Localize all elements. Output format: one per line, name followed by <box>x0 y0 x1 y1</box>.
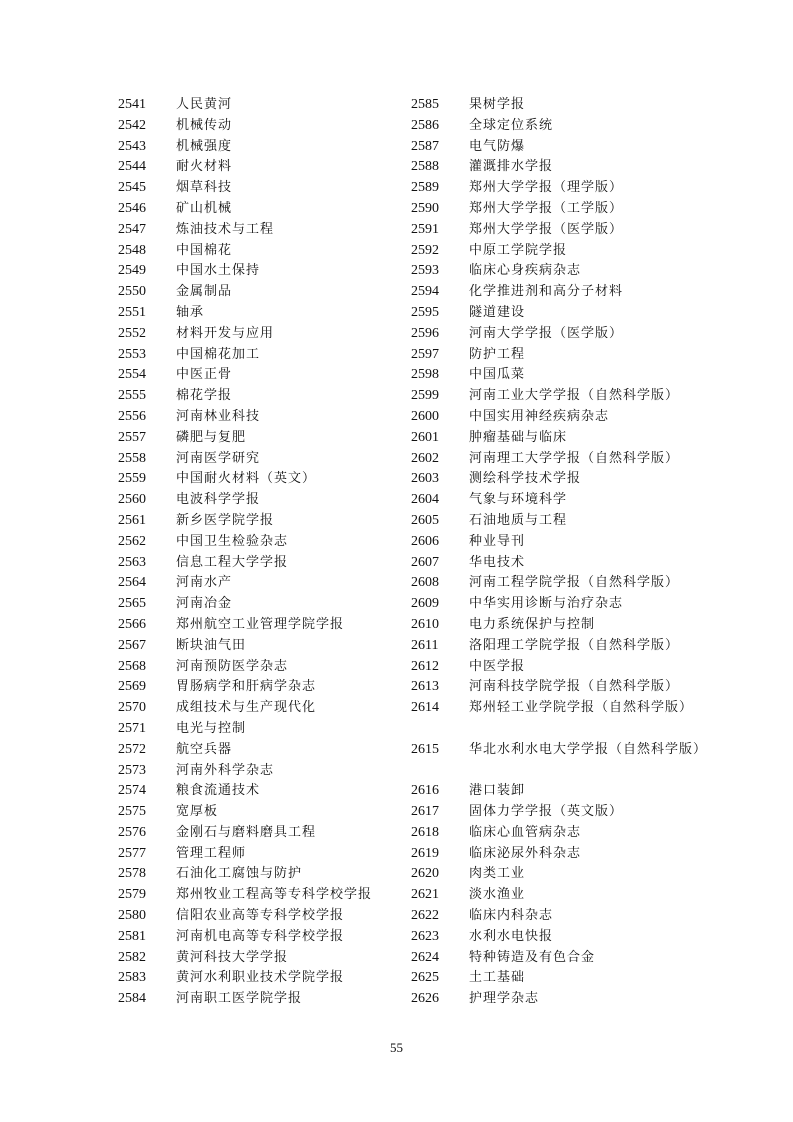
journal-number: 2612 <box>411 658 439 674</box>
journal-number: 2583 <box>118 970 146 986</box>
journal-row <box>411 781 711 802</box>
journal-number: 2594 <box>411 284 439 300</box>
journal-row <box>411 490 711 511</box>
journal-title: 郑州大学学报（理学版） <box>469 180 624 196</box>
journal-number: 2606 <box>411 533 439 549</box>
journal-title: 烟草科技 <box>176 180 233 196</box>
journal-row <box>411 615 711 636</box>
journal-title: 肉类工业 <box>469 866 526 882</box>
journal-number: 2590 <box>411 200 439 216</box>
journal-row <box>118 761 418 782</box>
journal-number: 2544 <box>118 159 146 175</box>
page-number: 55 <box>390 1040 403 1055</box>
journal-title: 郑州大学学报（医学版） <box>469 221 624 237</box>
journal-number: 2560 <box>118 492 146 508</box>
journal-number: 2578 <box>118 866 146 882</box>
journal-title: 电气防爆 <box>469 138 526 154</box>
journal-number: 2603 <box>411 471 439 487</box>
journal-number: 2624 <box>411 949 439 965</box>
journal-row <box>118 657 418 678</box>
journal-number: 2616 <box>411 783 439 799</box>
journal-title: 轴承 <box>176 304 205 320</box>
journal-title: 宽厚板 <box>176 804 219 820</box>
journal-title: 电波科学学报 <box>176 492 261 508</box>
journal-row <box>411 532 711 553</box>
journal-row <box>411 948 711 969</box>
journal-row <box>118 511 418 532</box>
journal-number: 2566 <box>118 616 146 632</box>
journal-row <box>118 157 418 178</box>
journal-row <box>118 449 418 470</box>
journal-title: 淡水渔业 <box>469 887 526 903</box>
journal-number: 2593 <box>411 263 439 279</box>
journal-row <box>411 823 711 844</box>
journal-number: 2622 <box>411 908 439 924</box>
journal-number: 2591 <box>411 221 439 237</box>
journal-title: 华北水利水电大学学报（自然科学版） <box>469 741 708 757</box>
journal-title: 全球定位系统 <box>469 117 554 133</box>
journal-title: 中国棉花 <box>176 242 233 258</box>
journal-title: 防护工程 <box>469 346 526 362</box>
journal-row <box>118 137 418 158</box>
journal-row <box>118 220 418 241</box>
journal-row <box>118 906 418 927</box>
journal-number: 2580 <box>118 908 146 924</box>
journal-number: 2573 <box>118 762 146 778</box>
journal-number: 2558 <box>118 450 146 466</box>
journal-title: 人民黄河 <box>176 97 233 112</box>
journal-title: 河南职工医学院学报 <box>176 991 303 1007</box>
journal-row <box>411 844 711 865</box>
journal-number: 2617 <box>411 804 439 820</box>
journal-number: 2548 <box>118 242 146 258</box>
journal-number: 2565 <box>118 596 146 612</box>
journal-row <box>411 511 711 532</box>
journal-row <box>411 740 711 782</box>
journal-title: 耐火材料 <box>176 159 233 175</box>
journal-title: 材料开发与应用 <box>176 325 275 341</box>
journal-title: 矿山机械 <box>176 200 233 216</box>
journal-title: 河南工程学院学报（自然科学版） <box>469 575 680 591</box>
journal-title: 信息工程大学学报 <box>176 554 289 570</box>
journal-number: 2609 <box>411 596 439 612</box>
journal-number: 2579 <box>118 887 146 903</box>
journal-title: 河南医学研究 <box>176 450 261 466</box>
journal-row <box>411 864 711 885</box>
journal-number: 2562 <box>118 533 146 549</box>
journal-title: 郑州大学学报（工学版） <box>469 200 624 216</box>
right-journal-list <box>411 95 711 1010</box>
journal-number: 2582 <box>118 949 146 965</box>
journal-row <box>411 365 711 386</box>
journal-number: 2608 <box>411 575 439 591</box>
journal-title: 临床心身疾病杂志 <box>469 263 582 279</box>
journal-title: 金刚石与磨料磨具工程 <box>176 824 317 840</box>
journal-number: 2625 <box>411 970 439 986</box>
journal-title: 果树学报 <box>469 97 526 112</box>
journal-title: 河南工业大学学报（自然科学版） <box>469 388 680 404</box>
journal-row <box>411 137 711 158</box>
journal-number: 2556 <box>118 408 146 424</box>
journal-title: 新乡医学院学报 <box>176 512 275 528</box>
journal-number: 2595 <box>411 304 439 320</box>
journal-row <box>118 636 418 657</box>
journal-number: 2581 <box>118 928 146 944</box>
journal-title: 河南预防医学杂志 <box>176 658 289 674</box>
journal-number: 2572 <box>118 741 146 757</box>
journal-number: 2585 <box>411 97 439 112</box>
journal-number: 2598 <box>411 367 439 383</box>
journal-row <box>411 885 711 906</box>
journal-number: 2589 <box>411 180 439 196</box>
journal-title: 河南机电高等专科学校学报 <box>176 928 345 944</box>
journal-number: 2615 <box>411 741 439 757</box>
journal-row <box>411 469 711 490</box>
journal-row <box>411 261 711 282</box>
journal-row <box>118 241 418 262</box>
journal-row <box>411 573 711 594</box>
journal-number: 2545 <box>118 180 146 196</box>
journal-title: 河南大学学报（医学版） <box>469 325 624 341</box>
journal-title: 郑州牧业工程高等专科学校学报 <box>176 887 373 903</box>
journal-row <box>411 95 711 116</box>
journal-row <box>411 199 711 220</box>
journal-row <box>118 615 418 636</box>
journal-number: 2602 <box>411 450 439 466</box>
journal-number: 2621 <box>411 887 439 903</box>
journal-number: 2563 <box>118 554 146 570</box>
journal-row <box>118 844 418 865</box>
journal-title: 电光与控制 <box>176 720 247 736</box>
journal-title: 肿瘤基础与临床 <box>469 429 568 445</box>
journal-title: 气象与环境科学 <box>469 492 568 508</box>
journal-row <box>118 490 418 511</box>
journal-title: 黄河科技大学学报 <box>176 949 289 965</box>
journal-row <box>118 698 418 719</box>
journal-title: 中原工学院学报 <box>469 242 568 258</box>
journal-row <box>118 407 418 428</box>
journal-row <box>411 989 711 1010</box>
journal-title: 胃肠病学和肝病学杂志 <box>176 679 317 695</box>
journal-number: 2584 <box>118 991 146 1007</box>
journal-number: 2600 <box>411 408 439 424</box>
journal-row <box>118 864 418 885</box>
journal-row <box>411 553 711 574</box>
left-journal-list <box>118 95 418 1010</box>
journal-row <box>118 989 418 1010</box>
journal-row <box>118 469 418 490</box>
journal-number: 2577 <box>118 845 146 861</box>
journal-row <box>411 968 711 989</box>
journal-title: 航空兵器 <box>176 741 233 757</box>
journal-title: 中华实用诊断与治疗杂志 <box>469 596 624 612</box>
journal-number: 2610 <box>411 616 439 632</box>
journal-row <box>411 428 711 449</box>
journal-number: 2552 <box>118 325 146 341</box>
journal-number: 2620 <box>411 866 439 882</box>
journal-number: 2569 <box>118 679 146 695</box>
journal-row <box>411 657 711 678</box>
journal-number: 2586 <box>411 117 439 133</box>
journal-title: 灌溉排水学报 <box>469 159 554 175</box>
journal-row <box>411 282 711 303</box>
journal-title: 电力系统保护与控制 <box>469 616 596 632</box>
journal-row <box>411 906 711 927</box>
journal-title: 临床内科杂志 <box>469 908 554 924</box>
journal-title: 金属制品 <box>176 284 233 300</box>
journal-number: 2550 <box>118 284 146 300</box>
journal-number: 2601 <box>411 429 439 445</box>
journal-title: 石油地质与工程 <box>469 512 568 528</box>
journal-title: 河南科技学院学报（自然科学版） <box>469 679 680 695</box>
journal-number: 2604 <box>411 492 439 508</box>
journal-row <box>411 636 711 657</box>
journal-row <box>411 324 711 345</box>
journal-row <box>118 823 418 844</box>
journal-number: 2557 <box>118 429 146 445</box>
journal-number: 2623 <box>411 928 439 944</box>
journal-title: 河南林业科技 <box>176 408 261 424</box>
journal-row <box>411 594 711 615</box>
journal-row <box>118 968 418 989</box>
journal-row <box>118 719 418 740</box>
journal-row <box>118 386 418 407</box>
journal-number: 2626 <box>411 991 439 1007</box>
journal-number: 2542 <box>118 117 146 133</box>
journal-number: 2555 <box>118 388 146 404</box>
journal-row <box>118 282 418 303</box>
journal-row <box>118 781 418 802</box>
journal-number: 2543 <box>118 138 146 154</box>
journal-title: 石油化工腐蚀与防护 <box>176 866 303 882</box>
journal-row <box>118 365 418 386</box>
journal-title: 临床心血管病杂志 <box>469 824 582 840</box>
journal-row <box>118 594 418 615</box>
journal-number: 2551 <box>118 304 146 320</box>
journal-number: 2570 <box>118 700 146 716</box>
journal-number: 2559 <box>118 471 146 487</box>
journal-number: 2576 <box>118 824 146 840</box>
journal-number: 2619 <box>411 845 439 861</box>
journal-row <box>118 261 418 282</box>
journal-number: 2607 <box>411 554 439 570</box>
journal-row <box>411 220 711 241</box>
journal-row <box>411 407 711 428</box>
journal-number: 2549 <box>118 263 146 279</box>
journal-title: 机械强度 <box>176 138 233 154</box>
journal-number: 2547 <box>118 221 146 237</box>
journal-number: 2567 <box>118 637 146 653</box>
journal-title: 信阳农业高等专科学校学报 <box>176 908 345 924</box>
journal-row <box>118 532 418 553</box>
journal-row <box>411 802 711 823</box>
journal-row <box>118 740 418 761</box>
journal-title: 特种铸造及有色合金 <box>469 949 596 965</box>
journal-row <box>118 802 418 823</box>
journal-row <box>411 927 711 948</box>
journal-row <box>411 677 711 698</box>
journal-title: 中国实用神经疾病杂志 <box>469 408 610 424</box>
journal-number: 2553 <box>118 346 146 362</box>
journal-number: 2554 <box>118 367 146 383</box>
journal-title: 中医学报 <box>469 658 526 674</box>
journal-title: 水利水电快报 <box>469 928 554 944</box>
journal-row <box>411 157 711 178</box>
journal-title: 黄河水利职业技术学院学报 <box>176 970 345 986</box>
journal-row <box>411 345 711 366</box>
journal-number: 2574 <box>118 783 146 799</box>
journal-row <box>118 116 418 137</box>
journal-title: 洛阳理工学院学报（自然科学版） <box>469 637 680 653</box>
journal-row <box>118 573 418 594</box>
journal-title: 粮食流通技术 <box>176 783 261 799</box>
journal-number: 2571 <box>118 720 146 736</box>
journal-number: 2611 <box>411 637 439 653</box>
journal-title: 土工基础 <box>469 970 526 986</box>
journal-row <box>118 95 418 116</box>
journal-number: 2618 <box>411 824 439 840</box>
journal-title: 机械传动 <box>176 117 233 133</box>
journal-title: 断块油气田 <box>176 637 247 653</box>
journal-title: 河南冶金 <box>176 596 233 612</box>
journal-row <box>118 885 418 906</box>
journal-title: 华电技术 <box>469 554 526 570</box>
journal-number: 2613 <box>411 679 439 695</box>
journal-title: 临床泌尿外科杂志 <box>469 845 582 861</box>
journal-title: 棉花学报 <box>176 388 233 404</box>
journal-title: 郑州轻工业学院学报（自然科学版） <box>469 700 694 716</box>
journal-title: 磷肥与复肥 <box>176 429 247 445</box>
journal-title: 中医正骨 <box>176 367 233 383</box>
journal-row <box>411 698 711 740</box>
journal-title: 河南外科学杂志 <box>176 762 275 778</box>
journal-row <box>118 303 418 324</box>
journal-row <box>411 241 711 262</box>
journal-row <box>411 386 711 407</box>
journal-title: 中国水土保持 <box>176 263 261 279</box>
journal-number: 2561 <box>118 512 146 528</box>
journal-title: 中国卫生检验杂志 <box>176 533 289 549</box>
journal-row <box>118 428 418 449</box>
journal-title: 护理学杂志 <box>469 991 540 1007</box>
journal-row <box>411 449 711 470</box>
journal-number: 2568 <box>118 658 146 674</box>
journal-title: 中国耐火材料（英文） <box>176 471 317 487</box>
journal-row <box>118 178 418 199</box>
journal-number: 2588 <box>411 159 439 175</box>
journal-title: 中国棉花加工 <box>176 346 261 362</box>
journal-title: 成组技术与生产现代化 <box>176 700 317 716</box>
journal-row <box>118 927 418 948</box>
journal-number: 2546 <box>118 200 146 216</box>
journal-row <box>411 303 711 324</box>
journal-title: 隧道建设 <box>469 304 526 320</box>
journal-row <box>118 948 418 969</box>
journal-number: 2605 <box>411 512 439 528</box>
journal-title: 河南水产 <box>176 575 233 591</box>
journal-row <box>118 324 418 345</box>
journal-number: 2597 <box>411 346 439 362</box>
journal-title: 种业导刊 <box>469 533 526 549</box>
journal-title: 固体力学学报（英文版） <box>469 804 624 820</box>
journal-number: 2596 <box>411 325 439 341</box>
journal-title: 河南理工大学学报（自然科学版） <box>469 450 680 466</box>
journal-number: 2587 <box>411 138 439 154</box>
journal-title: 化学推进剂和高分子材料 <box>469 284 624 300</box>
journal-row <box>118 677 418 698</box>
journal-number: 2614 <box>411 700 439 716</box>
journal-number: 2592 <box>411 242 439 258</box>
journal-number: 2564 <box>118 575 146 591</box>
journal-row <box>411 116 711 137</box>
journal-title: 管理工程师 <box>176 845 247 861</box>
journal-title: 测绘科学技术学报 <box>469 471 582 487</box>
journal-number: 2575 <box>118 804 146 820</box>
journal-title: 炼油技术与工程 <box>176 221 275 237</box>
journal-row <box>118 553 418 574</box>
journal-row <box>411 178 711 199</box>
journal-number: 2541 <box>118 97 146 112</box>
journal-title: 郑州航空工业管理学院学报 <box>176 616 345 632</box>
journal-row <box>118 199 418 220</box>
journal-title: 中国瓜菜 <box>469 367 526 383</box>
journal-row <box>118 345 418 366</box>
journal-number: 2599 <box>411 388 439 404</box>
journal-title: 港口装卸 <box>469 783 526 799</box>
